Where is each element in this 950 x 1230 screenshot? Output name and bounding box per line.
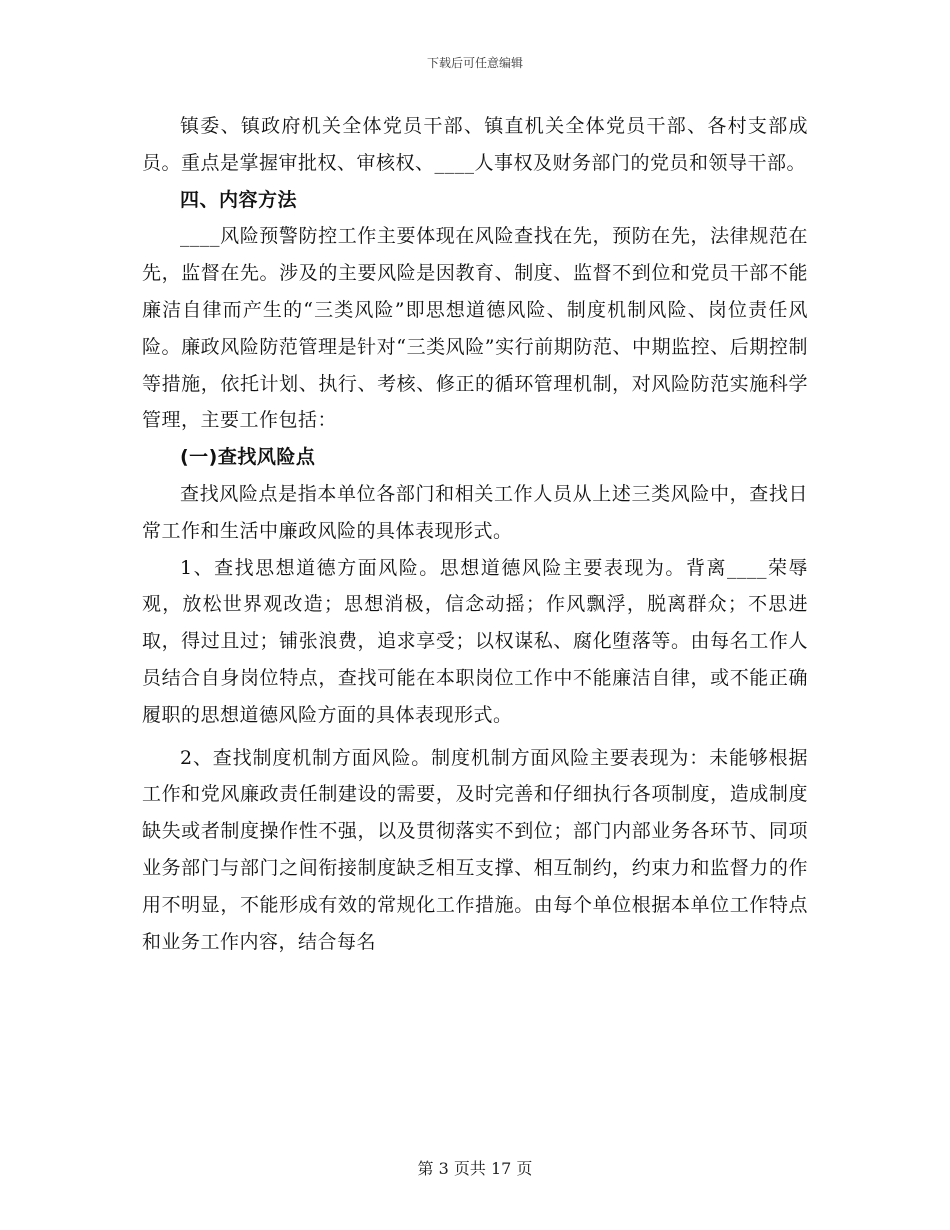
- page-header: 下载后可任意编辑: [426, 56, 523, 70]
- paragraph-institutional-risk: 2、查找制度机制方面风险。制度机制方面风险主要表现为：未能够根据工作和党风廉政责任制建设的需要，及时完善和仔细执行各项制度，造成制度缺失或者制度操作性不强，以及贯彻落实不到位；部门内部业务各环节、同项业务部门与部门之间衔接制度缺乏相互支撑、相互制约，约束力和监督力的作用不明显，不能形成有效的常规化工作措施。由每个单位根据本单位工作特点和业务工作内容，结合每名: [142, 746, 808, 953]
- subsection-heading-find-risk-points: (一)查找风险点: [180, 446, 316, 469]
- page-footer: 第 3 页共 17 页: [417, 1159, 533, 1178]
- paragraph-moral-risk: 1、查找思想道德方面风险。思想道德风险主要表现为。背离____荣辱观，放松世界观改造；思想消极，信念动摇；作风飘浮，脱离群众；不思进取，得过且过；铺张浪费，追求享受；以权谋私、腐化堕落等。由每名工作人员结合自身岗位特点，查找可能在本职岗位工作中不能廉洁自律，或不能正确履职的思想道德风险方面的具体表现形式。: [142, 556, 808, 726]
- paragraph-risk-points-definition: 查找风险点是指本单位各部门和相关工作人员从上述三类风险中，查找日常工作和生活中廉政风险的具体表现形式。: [142, 482, 808, 542]
- paragraph-methods-overview: ____风险预警防控工作主要体现在风险查找在先，预防在先，法律规范在先，监督在先。涉及的主要风险是因教育、制度、监督不到位和党员干部不能廉洁自律而产生的“三类风险”即思想道德风险、制度机制风险、岗位责任风险。廉政风险防范管理是针对“三类风险”实行前期防范、中期监控、后期控制等措施，依托计划、执行、考核、修正的循环管理机制，对风险防范实施科学管理，主要工作包括：: [142, 225, 808, 432]
- paragraph-scope: 镇委、镇政府机关全体党员干部、镇直机关全体党员干部、各村支部成员。重点是掌握审批权、审核权、____人事权及财务部门的党员和领导干部。: [142, 115, 808, 174]
- section-heading-content-methods: 四、内容方法: [180, 188, 298, 211]
- document-body: [142, 108, 808, 960]
